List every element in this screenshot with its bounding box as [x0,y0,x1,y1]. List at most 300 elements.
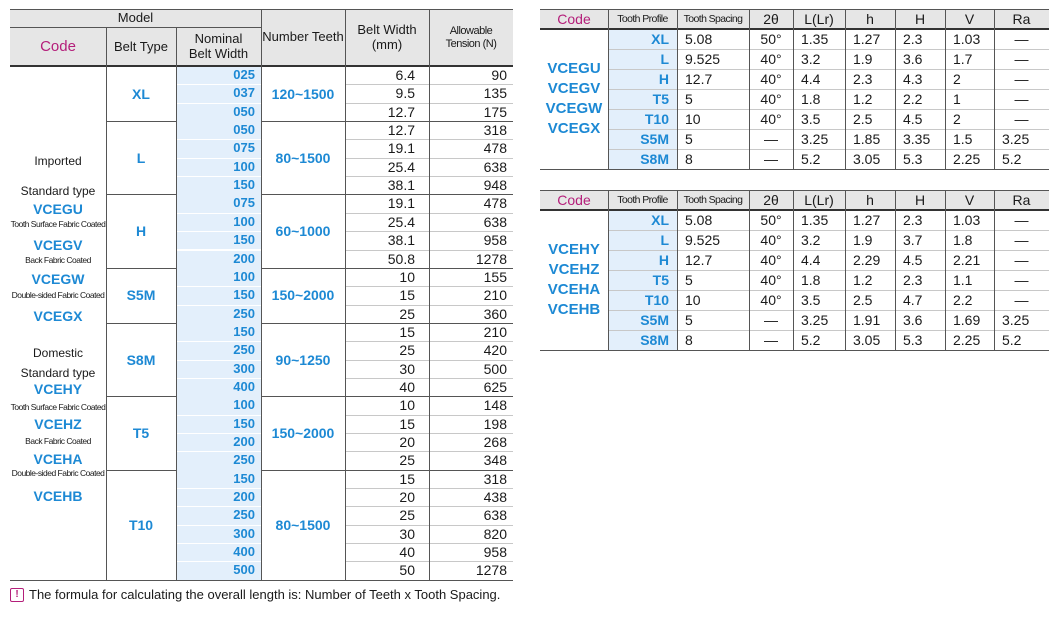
row-divider [608,149,1049,150]
tooth-profile-cell: XL [608,210,677,230]
spec-value-cell: 3.25 [801,312,829,328]
row-divider [608,49,1049,50]
row-divider [176,488,261,489]
product-code: VCEHB [547,301,601,318]
row-divider [176,139,261,140]
tooth-profile-cell: S8M [608,330,677,350]
spec-value-cell: — [764,131,778,147]
belt-width-cell: 10 [399,268,415,285]
nominal-width-cell: 150 [176,470,261,488]
number-teeth-cell: 80~1500 [275,516,331,533]
spec-value-cell: 12.7 [685,71,713,87]
spec-value-cell: 5 [685,131,693,147]
spec-value-cell: 10 [685,111,701,127]
spec-value-cell: 2.2 [903,91,923,107]
belt-width-cell: 38.1 [387,232,415,249]
spec-value-cell: 5.3 [903,332,923,348]
nominal-width-cell: 100 [176,268,261,286]
row-divider [608,270,1049,271]
spec-value-cell: 5.2 [1002,332,1022,348]
spec-value-cell: 1.1 [953,272,973,288]
spec-value-cell: — [1014,292,1029,308]
spec-value-cell: 3.5 [801,111,821,127]
spec-value-cell: 2.21 [953,252,981,268]
allowable-tension-cell: 478 [483,140,507,157]
allowable-tension-cell: 500 [483,360,507,377]
belt-type-cell: XL [132,85,150,102]
column-divider [345,9,346,580]
tooth-profile-cell: L [608,230,677,250]
header-h-upper: H [914,11,926,27]
spec-value-cell: 1.03 [953,212,981,228]
code-description: Standard type [20,184,96,198]
allowable-tension-cell: 958 [483,544,507,561]
spec-value-cell: 5.08 [685,31,713,47]
allowable-tension-cell: 638 [483,158,507,175]
spec-value-cell: 1.9 [853,232,873,248]
tooth-profile-cell: L [608,49,677,69]
product-code: VCEGW [31,271,85,287]
spec-value-cell: 2 [953,111,961,127]
header-v: V [964,192,975,208]
spec-value-cell: — [1014,212,1029,228]
spec-value-cell: 3.25 [1002,312,1030,328]
belt-width-cell: 25.4 [387,158,415,175]
belt-width-cell: 40 [399,378,415,395]
spec-value-cell: — [1014,71,1029,87]
allowable-tension-cell: 958 [483,232,507,249]
product-code-list [540,29,608,169]
header-h-lower: h [866,192,874,208]
spec-value-cell: 1.8 [801,272,821,288]
spec-value-cell: 1.8 [953,232,973,248]
spec-value-cell: 50° [760,212,782,228]
spec-value-cell: — [1014,91,1029,107]
spec-table-imported [540,9,1049,169]
column-divider [261,9,262,580]
allowable-tension-cell: 360 [483,305,507,322]
row-divider [608,109,1049,110]
spec-value-cell: 1.35 [801,31,829,47]
nominal-width-cell: 100 [176,396,261,414]
row-divider [176,415,261,416]
spec-value-cell: 1.2 [853,91,873,107]
spec-value-cell: 1.91 [853,312,881,328]
spec-value-cell: 40° [760,272,782,288]
nominal-width-cell: 400 [176,378,261,396]
code-description: Double-sided Fabric Coated [11,290,105,300]
table-top-rule [540,9,1049,10]
belt-type-cell: L [136,149,146,166]
spec-value-cell: 40° [760,111,782,127]
column-divider [895,190,896,350]
row-divider [176,433,261,434]
row-divider [176,341,261,342]
spec-value-cell: 12.7 [685,252,713,268]
column-divider [845,190,846,350]
nominal-width-cell: 025 [176,66,261,84]
code-description: Double-sided Fabric Coated [11,468,105,478]
spec-value-cell: 4.7 [903,292,923,308]
header-l-lr: L(Lr) [804,11,834,27]
table-bottom-rule [540,169,1049,170]
row-divider [608,69,1049,70]
spec-value-cell: 3.6 [903,51,923,67]
spec-value-cell: — [1014,272,1029,288]
tooth-profile-cell: T10 [608,109,677,129]
spec-value-cell: 5.2 [801,151,821,167]
header-tooth-spacing: Tooth Spacing [683,13,743,25]
row-divider [176,286,261,287]
code-description: Tooth Surface Fabric Coated [10,402,106,412]
column-divider [429,9,430,580]
header-tooth-profile: Tooth Profile [617,194,668,206]
belt-width-cell: 20 [399,489,415,506]
formula-note-text: The formula for calculating the overall length is: Number of Teeth x Tooth Spacing. [29,587,501,602]
nominal-width-cell: 250 [176,305,261,323]
nominal-width-cell: 300 [176,525,261,543]
tooth-profile-cell: S8M [608,149,677,169]
spec-value-cell: 40° [760,252,782,268]
column-divider [677,9,678,169]
nominal-width-cell: 150 [176,415,261,433]
row-divider [608,330,1049,331]
row-divider [608,310,1049,311]
nominal-width-cell: 050 [176,103,261,121]
allowable-tension-cell: 1278 [475,250,507,267]
belt-width-cell: 15 [399,470,415,487]
nominal-width-cell: 037 [176,84,261,102]
spec-value-cell: 2.2 [953,292,973,308]
spec-value-cell: 2.29 [853,252,881,268]
nominal-width-cell: 250 [176,451,261,469]
header-l-lr: L(Lr) [804,192,834,208]
product-code: VCEGW [545,100,603,117]
nominal-width-cell: 150 [176,286,261,304]
allowable-tension-cell: 90 [491,67,507,83]
code-description: Tooth Surface Fabric Coated [10,219,106,229]
header-code: Code [40,38,76,56]
spec-value-cell: 50° [760,31,782,47]
header-belt-type: Belt Type [114,38,168,54]
spec-value-cell: 40° [760,91,782,107]
tooth-profile-cell: H [608,69,677,89]
belt-width-cell: 19.1 [387,195,415,212]
spec-value-cell: 3.25 [1002,131,1030,147]
spec-value-cell: 4.4 [801,71,821,87]
belt-width-cell: 40 [399,544,415,561]
spec-value-cell: 5.3 [903,151,923,167]
row-divider [176,231,261,232]
header-allowable-tension: Allowable Tension (N) [429,9,513,66]
belt-width-cell: 10 [399,397,415,414]
product-code: VCEGV [33,237,83,253]
row-divider [176,158,261,159]
spec-value-cell: 40° [760,71,782,87]
spec-value-cell: 4.3 [903,71,923,87]
code-description: Back Fabric Coated [25,255,91,265]
nominal-width-cell: 150 [176,231,261,249]
number-teeth-cell: 80~1500 [275,149,331,166]
code-description: Domestic [32,346,83,360]
row-divider [176,378,261,379]
spec-value-cell: 3.5 [801,292,821,308]
row-divider [608,129,1049,130]
header-nominal-belt-width: Nominal Belt Width [188,31,249,61]
nominal-width-cell: 075 [176,139,261,157]
header-model: Model [10,9,261,28]
allowable-tension-cell: 318 [483,122,507,139]
row-divider [176,213,261,214]
tooth-profile-cell: H [608,250,677,270]
allowable-tension-cell: 148 [483,397,507,414]
spec-value-cell: 5.08 [685,212,713,228]
allowable-tension-cell: 348 [483,452,507,469]
nominal-width-cell: 400 [176,543,261,561]
belt-width-cell: 12.7 [387,122,415,139]
nominal-width-cell: 075 [176,194,261,212]
allowable-tension-cell: 198 [483,415,507,432]
spec-value-cell: 1.27 [853,212,881,228]
belt-width-cell: 19.1 [387,140,415,157]
belt-width-cell: 38.1 [387,177,415,194]
belt-width-cell: 30 [399,525,415,542]
belt-width-cell: 15 [399,323,415,340]
allowable-tension-cell: 210 [483,287,507,304]
belt-model-table [10,9,513,581]
spec-value-cell: 10 [685,292,701,308]
spec-value-cell: — [764,312,778,328]
spec-value-cell: 8 [685,332,693,348]
spec-value-cell: — [1014,252,1029,268]
allowable-tension-cell: 948 [483,177,507,194]
column-divider [608,9,609,169]
spec-value-cell: 40° [760,232,782,248]
row-divider [176,250,261,251]
row-divider [608,250,1049,251]
tooth-profile-cell: T5 [608,270,677,290]
header-rule [540,28,1049,30]
row-divider [176,451,261,452]
nominal-width-cell: 300 [176,360,261,378]
belt-type-cell: H [135,223,147,240]
product-code: VCEHA [547,281,601,298]
belt-type-cell: S8M [126,351,156,368]
spec-value-cell: 3.6 [903,312,923,328]
spec-value-cell: 2.25 [953,332,981,348]
header-h-upper: H [914,192,926,208]
number-teeth-cell: 60~1000 [275,223,331,240]
column-divider [994,9,995,169]
spec-value-cell: 1.7 [953,51,973,67]
spec-value-cell: 3.2 [801,51,821,67]
product-code: VCEGX [547,120,601,137]
spec-value-cell: 5 [685,312,693,328]
product-code: VCEGX [33,308,83,324]
spec-value-cell: 3.25 [801,131,829,147]
header-two-theta: 2θ [763,192,779,208]
formula-note [10,587,500,602]
column-divider [793,190,794,350]
belt-width-cell: 25 [399,305,415,322]
header-two-theta: 2θ [763,11,779,27]
column-divider [994,190,995,350]
spec-value-cell: 9.525 [685,232,721,248]
belt-width-cell: 9.5 [395,85,415,102]
spec-value-cell: 4.5 [903,252,923,268]
spec-value-cell: 1.35 [801,212,829,228]
allowable-tension-cell: 1278 [475,562,507,579]
header-tooth-profile: Tooth Profile [617,13,668,25]
spec-value-cell: 1.03 [953,31,981,47]
product-code: VCEHY [33,381,83,397]
belt-type-cell: S5M [126,287,156,304]
belt-type-cell: T5 [132,424,150,441]
product-code: VCEGU [547,60,601,77]
product-code-list [540,210,608,350]
product-code: VCEHB [33,488,83,504]
column-divider [845,9,846,169]
belt-width-cell: 50.8 [387,250,415,267]
nominal-width-cell: 100 [176,158,261,176]
column-divider [176,28,177,580]
product-code: VCEHZ [548,261,600,278]
allowable-tension-cell: 820 [483,525,507,542]
tooth-profile-cell: S5M [608,129,677,149]
allowable-tension-cell: 625 [483,378,507,395]
row-divider [176,176,261,177]
column-divider [749,9,750,169]
spec-value-cell: 1.27 [853,31,881,47]
product-code: VCEHY [548,241,600,258]
allowable-tension-cell: 175 [483,103,507,120]
belt-width-cell: 15 [399,415,415,432]
spec-value-cell: 2.5 [853,292,873,308]
spec-value-cell: 3.35 [903,131,931,147]
header-code: Code [557,192,591,208]
column-divider [677,190,678,350]
nominal-width-cell: 200 [176,250,261,268]
allowable-tension-cell: 268 [483,434,507,450]
header-code: Code [557,11,591,27]
tooth-profile-cell: T10 [608,290,677,310]
nominal-width-cell: 150 [176,323,261,341]
number-teeth-cell: 150~2000 [271,424,335,441]
header-ra: Ra [1012,192,1031,208]
allowable-tension-cell: 638 [483,507,507,524]
belt-type-cell: T10 [128,516,154,533]
header-v: V [964,11,975,27]
header-tooth-spacing: Tooth Spacing [683,194,743,206]
spec-value-cell: 2.25 [953,151,981,167]
belt-width-cell: 15 [399,287,415,304]
row-divider [176,103,261,104]
allowable-tension-cell: 478 [483,195,507,212]
column-divider [749,190,750,350]
nominal-width-cell: 250 [176,506,261,524]
product-code: VCEHA [33,451,83,467]
spec-value-cell: 1.8 [801,91,821,107]
header-h-lower: h [866,11,874,27]
spec-value-cell: 1 [953,91,961,107]
nominal-width-cell: 050 [176,121,261,139]
spec-value-cell: 2.5 [853,111,873,127]
product-code: VCEHZ [34,416,82,432]
spec-value-cell: 1.85 [853,131,881,147]
spec-value-cell: 40° [760,292,782,308]
column-divider [106,28,107,580]
row-divider [608,89,1049,90]
spec-value-cell: 9.525 [685,51,721,67]
allowable-tension-cell: 210 [483,323,507,340]
number-teeth-cell: 120~1500 [271,85,335,102]
belt-width-cell: 12.7 [387,103,415,120]
column-divider [945,9,946,169]
allowable-tension-cell: 135 [483,85,507,102]
spec-value-cell: 5 [685,272,693,288]
spec-value-cell: — [1014,232,1029,248]
spec-value-cell: 3.7 [903,232,923,248]
spec-value-cell: — [764,151,778,167]
nominal-width-cell: 150 [176,176,261,194]
row-divider [176,525,261,526]
belt-width-cell: 25 [399,342,415,359]
spec-value-cell: 3.05 [853,332,881,348]
code-description: Standard type [20,366,96,380]
spec-value-cell: 5.2 [1002,151,1022,167]
belt-width-cell: 25 [399,452,415,469]
spec-value-cell: — [1014,111,1029,127]
spec-value-cell: 2.3 [903,212,923,228]
nominal-width-cell: 200 [176,433,261,451]
spec-value-cell: 5 [685,91,693,107]
belt-width-cell: 6.4 [395,67,415,83]
belt-width-cell: 30 [399,360,415,377]
spec-value-cell: 1.69 [953,312,981,328]
allowable-tension-cell: 155 [483,268,507,285]
header-rule [540,209,1049,211]
spec-value-cell: 2 [953,71,961,87]
allowable-tension-cell: 438 [483,489,507,506]
number-teeth-cell: 150~2000 [271,287,335,304]
spec-value-cell: — [1014,51,1029,67]
code-description: Imported [34,154,82,168]
tooth-profile-cell: T5 [608,89,677,109]
table-bottom-rule [540,350,1049,351]
spec-value-cell: 8 [685,151,693,167]
spec-value-cell: 2.3 [903,31,923,47]
header-ra: Ra [1012,11,1031,27]
row-divider [176,561,261,562]
belt-width-cell: 25 [399,507,415,524]
product-code: VCEGV [547,80,601,97]
row-divider [608,290,1049,291]
product-code: VCEGU [33,201,83,217]
spec-value-cell: — [764,332,778,348]
row-divider [608,230,1049,231]
column-divider [945,190,946,350]
belt-width-cell: 25.4 [387,213,415,230]
spec-value-cell: 40° [760,51,782,67]
row-divider [176,506,261,507]
row-divider [176,360,261,361]
row-divider [176,543,261,544]
nominal-width-cell: 100 [176,213,261,231]
nominal-width-cell: 500 [176,561,261,579]
spec-value-cell: 4.5 [903,111,923,127]
spec-value-cell: 5.2 [801,332,821,348]
spec-value-cell: — [1014,31,1029,47]
